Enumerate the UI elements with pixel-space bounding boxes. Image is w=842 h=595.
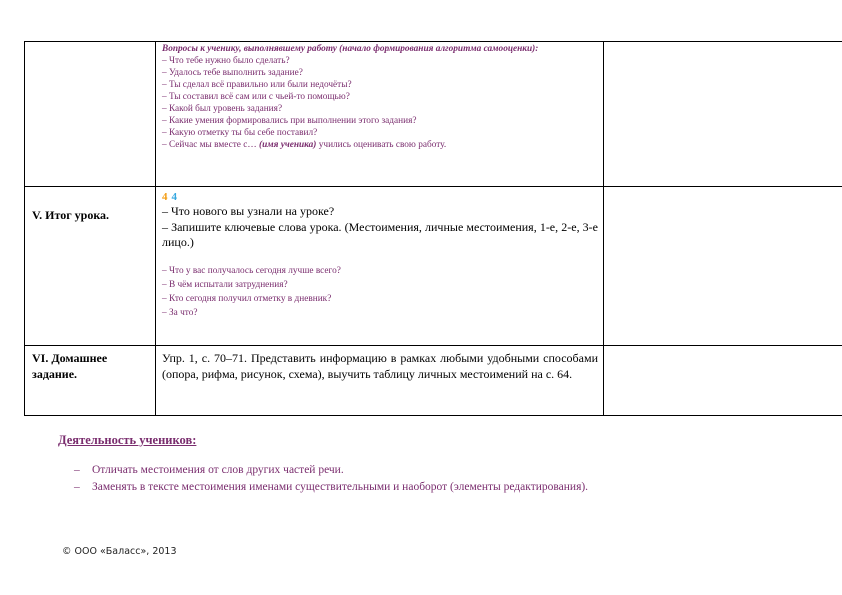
reflection-question: – В чём испытали затруднения? — [162, 279, 288, 290]
activities-title: Деятельность учеников: — [58, 433, 197, 447]
activity-item: – Заменять в тексте местоимения именами существительными и наоборот (элементы редактирования). — [74, 479, 588, 496]
table-column-divider — [155, 41, 156, 416]
summary-question: – Что нового вы узнали на уроке? — [162, 204, 335, 218]
activity-item: – Отличать местоимения от слов других частей речи. — [74, 462, 588, 479]
table-border-left — [24, 41, 25, 416]
stage-homework-title: VI. Домашнее задание. — [32, 351, 108, 381]
final-line-prefix: – Сейчас мы вместе с… — [162, 140, 259, 150]
activities-list — [74, 462, 588, 496]
row2-content — [162, 189, 598, 319]
question-line: – Какой был уровень задания? — [162, 104, 283, 114]
table-border-bottom — [24, 415, 842, 416]
reflection-question: – За что? — [162, 307, 198, 318]
self-assessment-heading: Вопросы к ученику, выполнявшему работу (начало формирования алгоритма самооценки): — [162, 44, 539, 54]
final-line-suffix: учились оценивать свою работу. — [316, 140, 447, 150]
question-line: – Ты составил всё сам или с чьей-то помощью? — [162, 92, 350, 102]
copyright-footer: © ООО «Баласс», 2013 — [62, 546, 177, 557]
table-row-divider — [24, 345, 842, 346]
row1-content — [162, 43, 598, 151]
question-line: – Какую отметку ты бы себе поставил? — [162, 128, 318, 138]
summary-task: – Запишите ключевые слова урока. (Местоимения, личные местоимения, 1-е, 2-е, 3-е лицо.) — [162, 219, 598, 249]
question-line: – Ты сделал всё правильно или были недочёты? — [162, 80, 352, 90]
reflection-question: – Кто сегодня получил отметку в дневник? — [162, 293, 332, 304]
table-border-top — [24, 41, 842, 42]
student-name-placeholder: (имя ученика) — [258, 140, 317, 150]
homework-text: Упр. 1, с. 70–71. Представить информацию в рамках любыми удобными способами (опора, рифма, рисунок, схема), выучить таблицу личных местоимений на с. 64. — [162, 351, 598, 381]
reflection-question: – Что у вас получалось сегодня лучше всего? — [162, 265, 341, 276]
question-line: – Удалось тебе выполнить задание? — [162, 68, 303, 78]
table-row-divider — [24, 186, 842, 187]
reflection-questions — [162, 265, 598, 319]
table-column-divider — [603, 41, 604, 416]
level-marker-blue: 4 — [171, 191, 177, 203]
stage-summary-title: V. Итог урока. — [32, 208, 110, 222]
question-line: – Какие умения формировались при выполнении этого задания? — [162, 116, 417, 126]
level-marker-orange: 4 — [162, 191, 168, 203]
question-line-final — [162, 139, 598, 151]
level-markers — [162, 189, 598, 204]
question-line: – Что тебе нужно было сделать? — [162, 56, 290, 66]
